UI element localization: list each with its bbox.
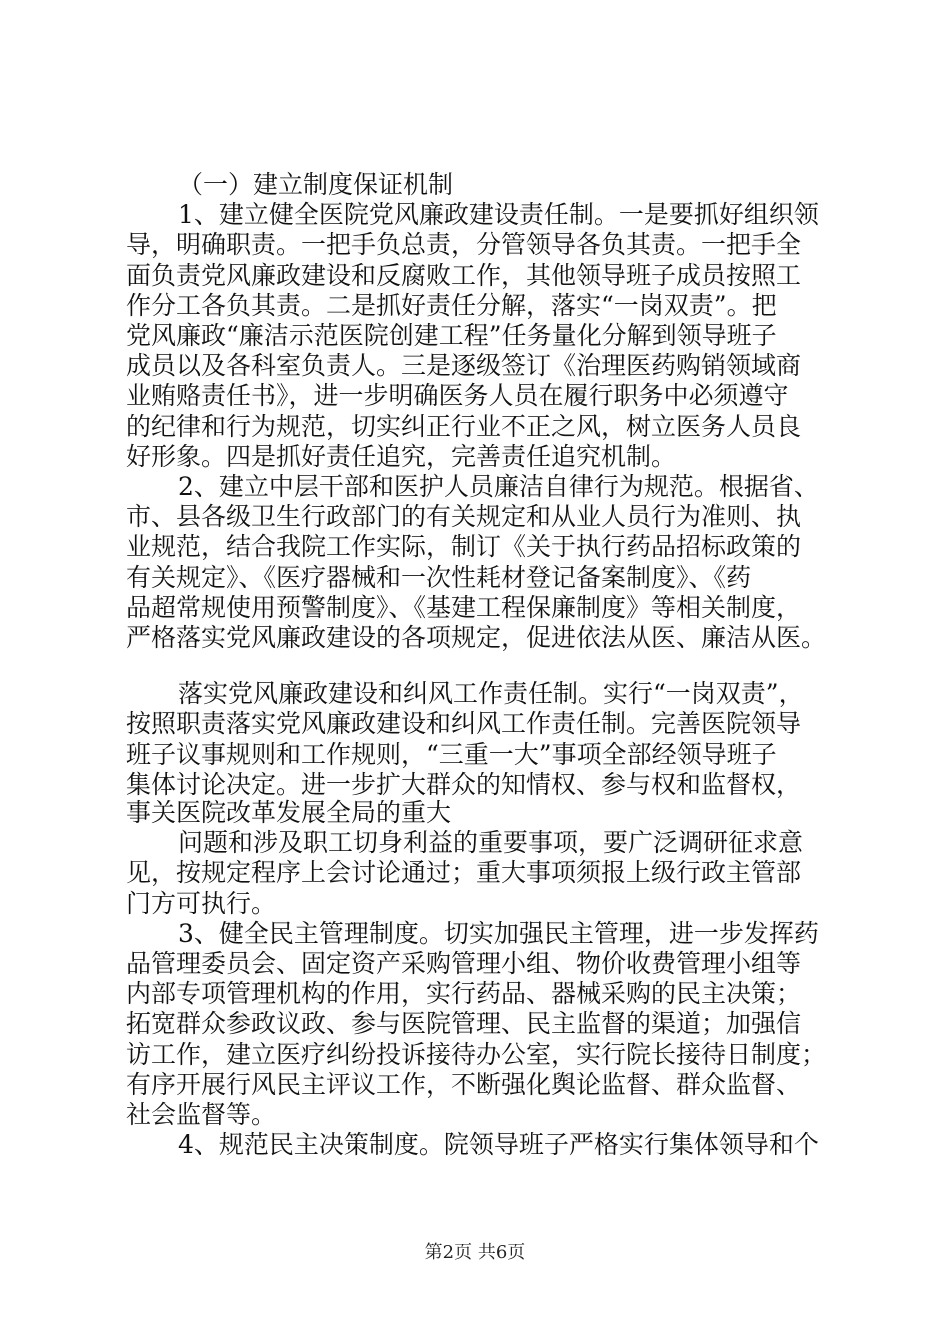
paragraph-line: 党风廉政“廉洁示范医院创建工程”任务量化分解到领导班子	[126, 321, 777, 350]
paragraph-line: 导，明确职责。一把手负总责，分管领导各负其责。一把手全	[126, 230, 802, 260]
paragraph-line: 业规范，结合我院工作实际，制订《关于执行药品招标政策的	[126, 532, 802, 562]
paragraph-line: 市、县各级卫生行政部门的有关规定和从业人员行为准则、执	[126, 502, 802, 532]
paragraph-line: 好形象。四是抓好责任追究，完善责任追究机制。	[126, 441, 677, 471]
paragraph-line: 集体讨论决定。进一步扩大群众的知情权、参与权和监督权，	[126, 769, 802, 799]
paragraph-line: 1、建立健全医院党风廉政建设责任制。一是要抓好组织领	[178, 200, 819, 230]
paragraph-line: 门方可执行。	[126, 888, 277, 918]
paragraph-line: 3、健全民主管理制度。切实加强民主管理，进一步发挥药	[178, 918, 819, 948]
paragraph-line: 事关医院改革发展全局的重大	[126, 798, 452, 827]
paragraph-line: 有序开展行风民主评议工作，不断强化舆论监督、群众监督、	[126, 1069, 802, 1099]
page-footer: 第2页 共6页	[424, 1242, 526, 1263]
paragraph-line: 面负责党风廉政建设和反腐败工作，其他领导班子成员按照工	[126, 260, 802, 290]
paragraph-line: 作分工各负其责。二是抓好责任分解，落实“一岗双责”。把	[126, 290, 777, 320]
paragraph-line: 班子议事规则和工作规则，“三重一大”事项全部经领导班子	[126, 739, 777, 769]
paragraph-line: 成员以及各科室负责人。三是逐级签订《治理医药购销领域商	[126, 351, 802, 381]
paragraph-line: 2、建立中层干部和医护人员廉洁自律行为规范。根据省、	[178, 472, 819, 501]
paragraph-line: 社会监督等。	[126, 1100, 277, 1129]
paragraph-line: 有关规定》、《医疗器械和一次性耗材登记备案制度》、《药	[126, 562, 752, 592]
paragraph-line: 访工作，建立医疗纠纷投诉接待办公室，实行院长接待日制度；	[126, 1039, 827, 1069]
paragraph-line: 的纪律和行为规范，切实纠正行业不正之风，树立医务人员良	[126, 411, 802, 441]
paragraph-line: 品超常规使用预警制度》、《基建工程保廉制度》等相关制度，	[126, 592, 802, 622]
paragraph-line: 拓宽群众参政议政、参与医院管理、民主监督的渠道；加强信	[126, 1009, 802, 1039]
paragraph-line: 业贿赂责任书》，进一步明确医务人员在履行职务中必须遵守	[126, 381, 789, 411]
paragraph-line: 问题和涉及职工切身利益的重要事项，要广泛调研征求意	[178, 828, 804, 858]
section-heading: （一）建立制度保证机制	[178, 170, 454, 199]
paragraph-line: 严格落实党风廉政建设的各项规定，促进依法从医、廉洁从医。	[126, 623, 827, 652]
paragraph-line: 落实党风廉政建设和纠风工作责任制。实行“一岗双责”，	[178, 679, 804, 709]
paragraph-line: 按照职责落实党风廉政建设和纠风工作责任制。完善医院领导	[126, 709, 802, 739]
paragraph-line: 内部专项管理机构的作用，实行药品、器械采购的民主决策；	[126, 979, 802, 1009]
paragraph-line: 4、规范民主决策制度。院领导班子严格实行集体领导和个	[178, 1130, 819, 1160]
paragraph-line: 品管理委员会、固定资产采购管理小组、物价收费管理小组等	[126, 949, 802, 978]
paragraph-line: 见，按规定程序上会讨论通过；重大事项须报上级行政主管部	[126, 858, 802, 888]
